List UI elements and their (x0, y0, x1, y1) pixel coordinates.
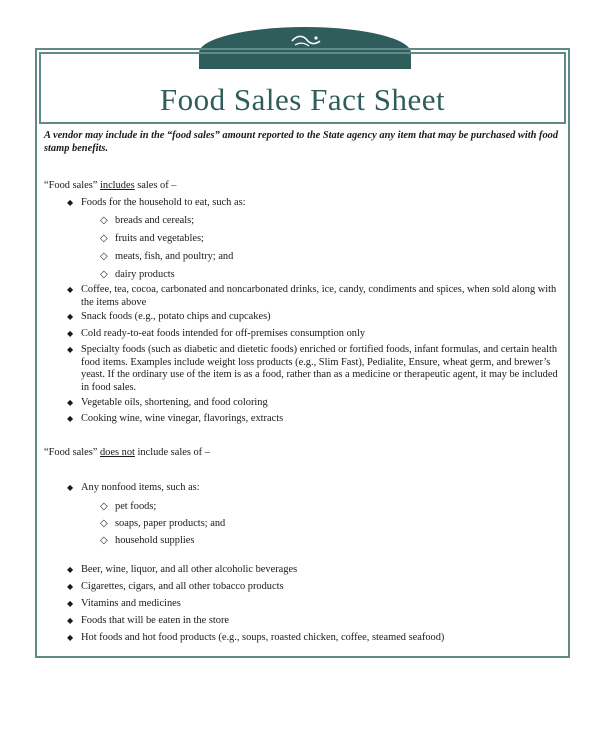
list-item: ◆ Cooking wine, wine vinegar, flavorings, extracts (67, 413, 284, 424)
list-item: ◆ Cigarettes, cigars, and all other tobacco products (67, 581, 284, 592)
list-item: ◆ Cold ready-to-eat foods intended for off-premises consumption only (67, 328, 366, 339)
sub-list-item: ◇ household supplies (100, 535, 195, 546)
sub-list-item: ◇ soaps, paper products; and (100, 518, 226, 529)
list-item: ◆ Coffee, tea, cocoa, carbonated and noncarbonated drinks, ice, candy, condiments and spices, when sold along with the items above (67, 284, 557, 308)
list-item: ◆ Beer, wine, liquor, and all other alcoholic beverages (67, 564, 298, 575)
bullet-icon: ◆ (67, 329, 74, 338)
ring-bullet-icon: ◇ (100, 501, 108, 512)
bullet-icon: ◆ (67, 398, 74, 407)
title-band (39, 52, 566, 124)
includes-heading: “Food sales” includes sales of – (44, 180, 177, 191)
ring-bullet-icon: ◇ (100, 233, 108, 244)
intro-paragraph: A vendor may include in the “food sales” amount reported to the State agency any item that may be purchased with food stamp benefits. (44, 130, 559, 154)
bullet-icon: ◆ (67, 345, 74, 354)
bullet-icon: ◆ (67, 582, 74, 591)
ring-bullet-icon: ◇ (100, 251, 108, 262)
ring-bullet-icon: ◇ (100, 215, 108, 226)
sub-list-item: ◇ pet foods; (100, 501, 157, 512)
page-title: Food Sales Fact Sheet (159, 82, 446, 117)
list-item: ◆ Any nonfood items, such as: (67, 482, 200, 493)
list-item: ◆ Vitamins and medicines (67, 598, 181, 609)
ring-bullet-icon: ◇ (100, 518, 108, 529)
logo-swirl-icon (289, 33, 323, 49)
bullet-icon: ◆ (67, 633, 74, 642)
ring-bullet-icon: ◇ (100, 269, 108, 280)
bullet-icon: ◆ (67, 565, 74, 574)
bullet-icon: ◆ (67, 285, 74, 294)
bullet-icon: ◆ (67, 483, 74, 492)
bullet-icon: ◆ (67, 414, 74, 423)
list-item: ◆ Foods for the household to eat, such as: (67, 197, 246, 208)
bullet-icon: ◆ (67, 616, 74, 625)
sub-list-item: ◇ breads and cereals; (100, 215, 195, 226)
bullet-icon: ◆ (67, 312, 74, 321)
excludes-heading: “Food sales” does not include sales of – (44, 447, 210, 458)
list-item: ◆ Vegetable oils, shortening, and food coloring (67, 397, 268, 408)
bullet-icon: ◆ (67, 599, 74, 608)
sub-list-item: ◇ meats, fish, and poultry; and (100, 251, 234, 262)
list-item: ◆ Specialty foods (such as diabetic and dietetic foods) enriched or fortified foods, infant formulas, and certain health food items. Examples include weight loss products (e.g., Slim Fast), Pedialite, Ensure, wheat germ, and brewer’s yeast. If the ordinary use of the item is as a food, rather than as a medicine or therapeutic agent, it may be included in food sales. (67, 344, 558, 393)
ring-bullet-icon: ◇ (100, 535, 108, 546)
bullet-icon: ◆ (67, 198, 74, 207)
list-item: ◆ Snack foods (e.g., potato chips and cupcakes) (67, 311, 271, 322)
sub-list-item: ◇ fruits and vegetables; (100, 233, 204, 244)
list-item: ◆ Hot foods and hot food products (e.g., soups, roasted chicken, coffee, steamed seafood) (67, 632, 445, 643)
sub-list-item: ◇ dairy products (100, 269, 175, 280)
list-item: ◆ Foods that will be eaten in the store (67, 615, 230, 626)
